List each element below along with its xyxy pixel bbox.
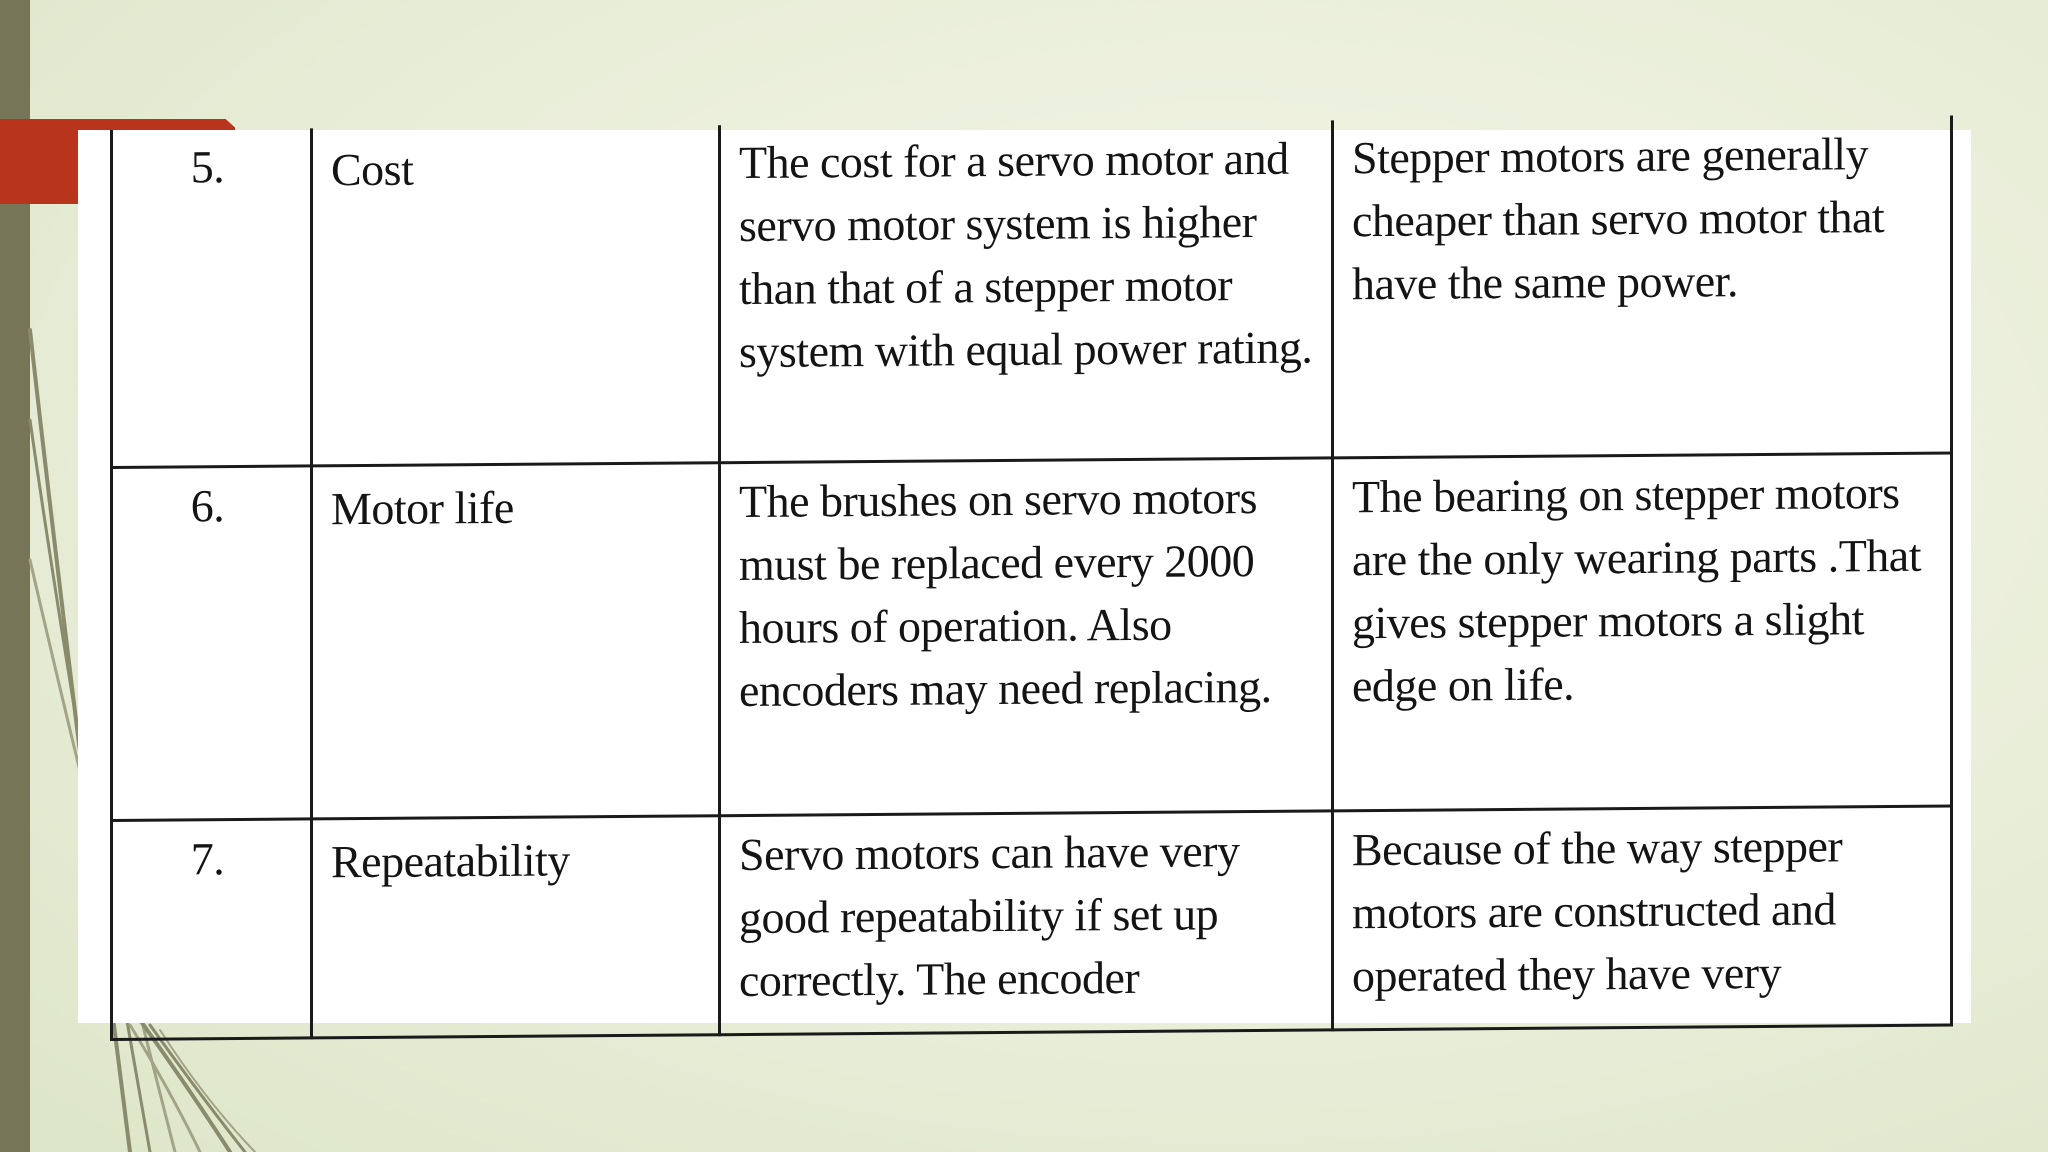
servo-motor-cell: The brushes on servo motors must be replaced every 2000 hours of operation. Also encoders may need replacing.: [720, 458, 1333, 816]
parameter-cell: Cost: [312, 125, 720, 466]
table-row: [112, 806, 1952, 1039]
scanned-comparison-table: [78, 130, 1971, 1023]
row-number: 5.: [112, 128, 312, 467]
row-number: 7.: [112, 819, 312, 1040]
stepper-motor-cell: Because of the way stepper motors are constructed and operated they have very: [1333, 806, 1952, 1030]
row-number: 6.: [112, 466, 312, 821]
servo-motor-cell: Servo motors can have very good repeatability if set up correctly. The encoder: [720, 811, 1333, 1035]
parameter-cell: Motor life: [312, 463, 720, 819]
comparison-table: [110, 116, 1953, 1041]
stepper-motor-cell: Stepper motors are generally cheaper than servo motor that have the same power.: [1333, 116, 1952, 458]
table-row: [112, 116, 1952, 468]
stepper-motor-cell: The bearing on stepper motors are the only wearing parts .That gives stepper motors a slight edge on life.: [1333, 453, 1952, 811]
parameter-cell: Repeatability: [312, 816, 720, 1038]
servo-motor-cell: The cost for a servo motor and servo motor system is higher than that of a stepper motor system with equal power rating.: [720, 120, 1333, 462]
table-row: [112, 453, 1952, 820]
